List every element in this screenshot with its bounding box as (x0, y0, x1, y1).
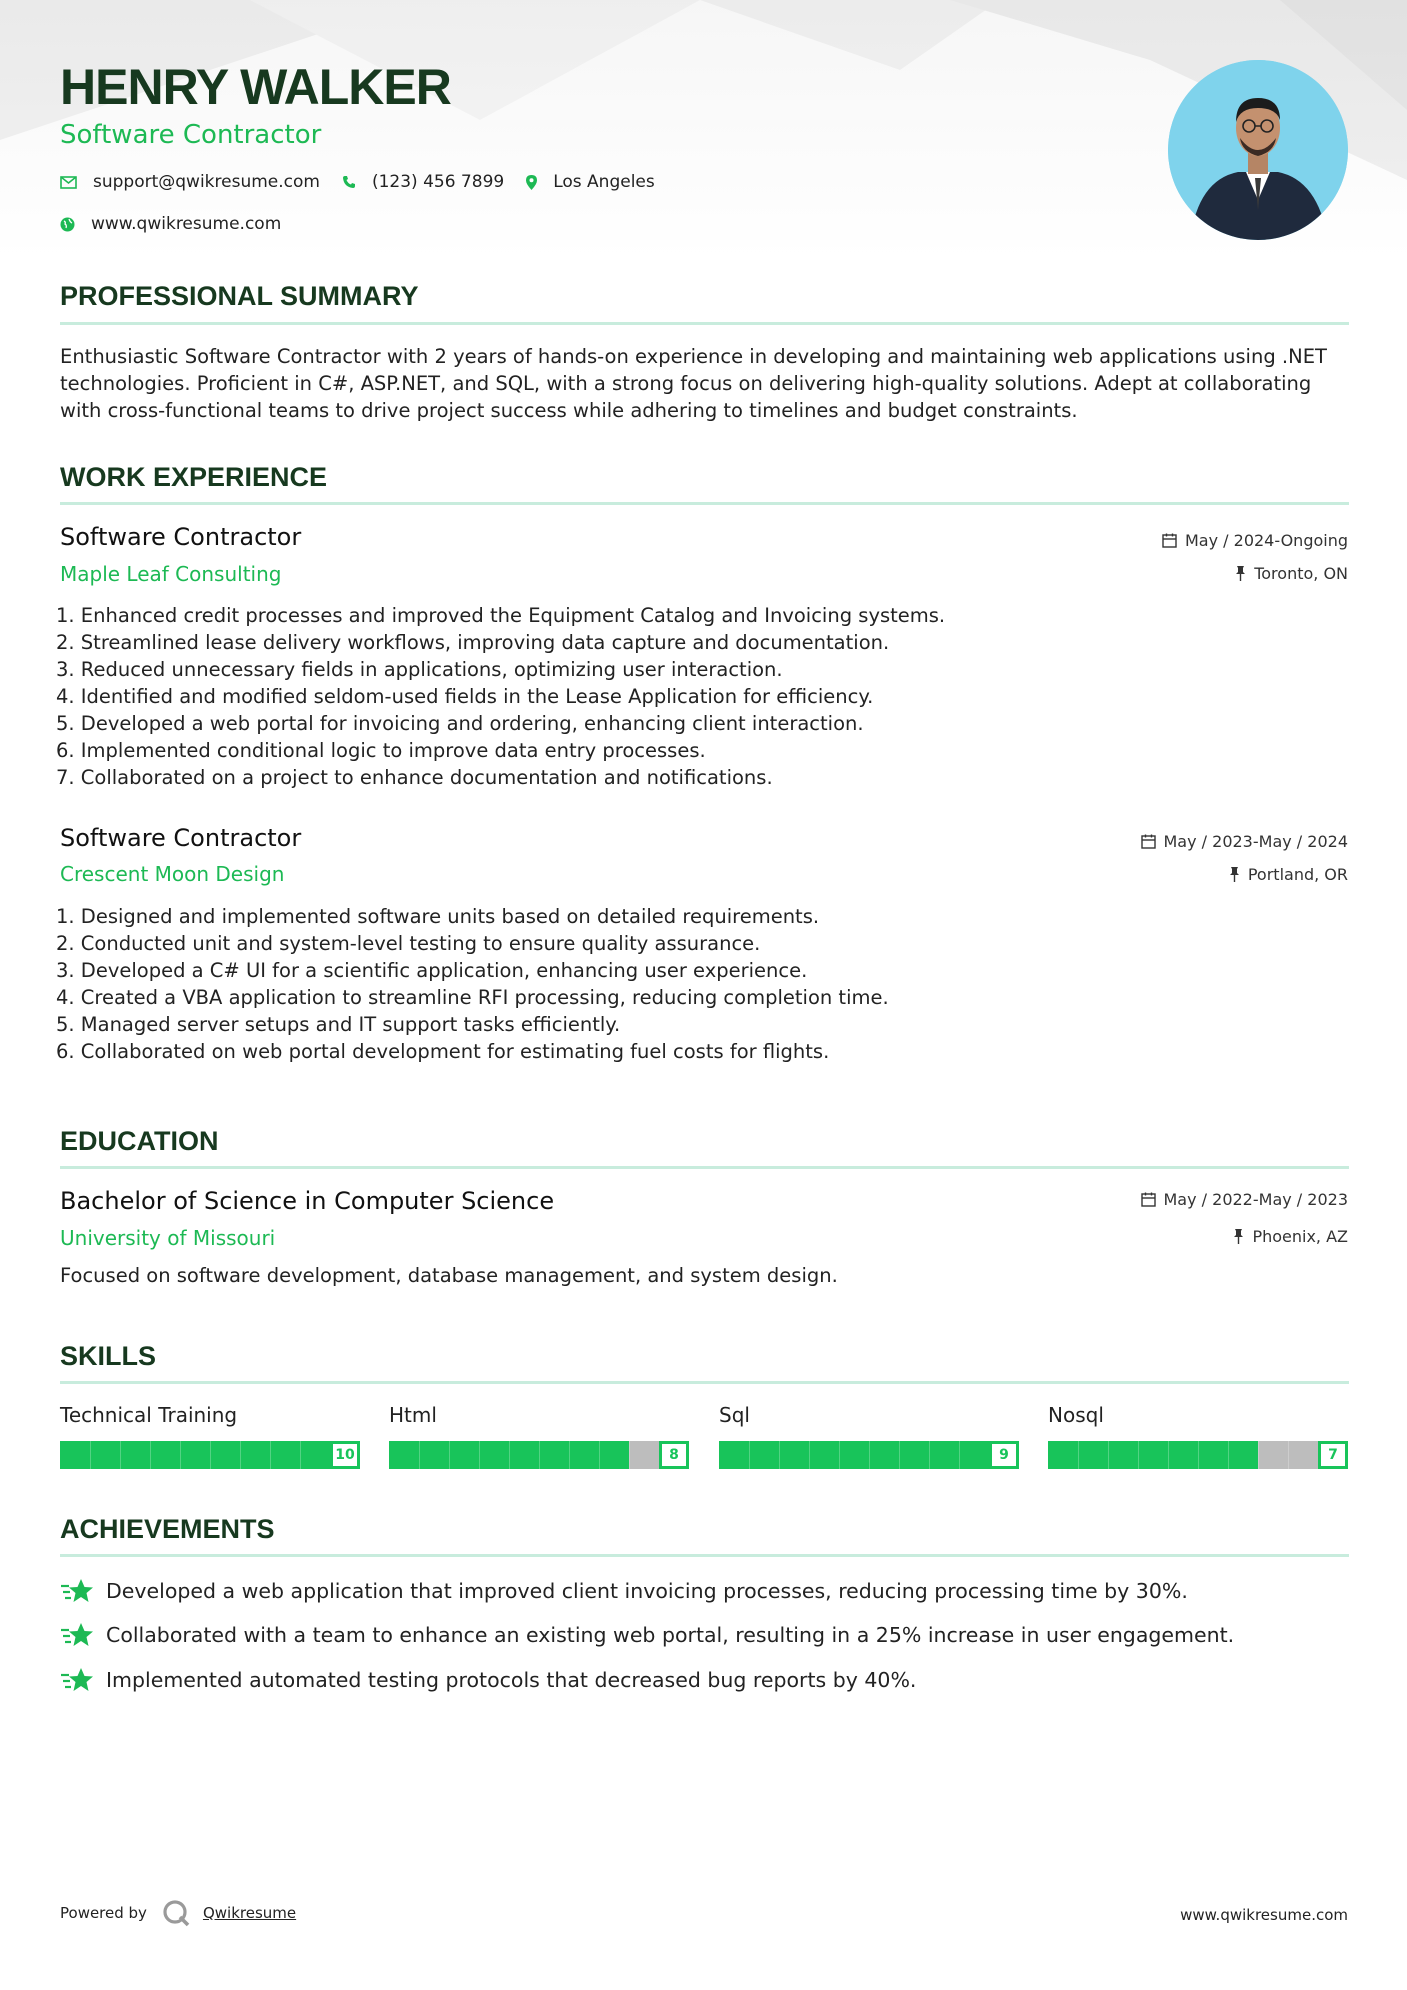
list-item: 4. Identified and modified seldom-used fields in the Lease Application for efficiency. (56, 685, 874, 708)
skill-bar-segment (809, 1441, 810, 1469)
skill-score: 8 (659, 1441, 689, 1469)
powered-by-text: Powered by (60, 1904, 147, 1922)
skill-name: Nosql (1048, 1403, 1104, 1427)
section-title-achievements: ACHIEVEMENTS (60, 1514, 275, 1544)
skill-bar-segment (90, 1441, 91, 1469)
list-item: 5. Developed a web portal for invoicing and ordering, enhancing client interaction. (56, 712, 864, 735)
job-duties-list (56, 602, 1356, 791)
skill-name: Sql (719, 1403, 750, 1427)
location-text: Los Angeles (553, 172, 655, 192)
job-location-text: Portland, OR (1247, 865, 1348, 884)
skill-bar-fill (719, 1441, 989, 1469)
skill-bar-segment (419, 1441, 420, 1469)
skill-bar-fill (1048, 1441, 1258, 1469)
globe-icon (60, 217, 75, 232)
skill-bar-segment (479, 1441, 480, 1469)
skill-bar-segment (629, 1441, 630, 1469)
skill-bar-segment (749, 1441, 750, 1469)
achievement-text: Implemented automated testing protocols that decreased bug reports by 40%. (106, 1668, 917, 1692)
footer-website[interactable]: www.qwikresume.com (1180, 1906, 1348, 1924)
skill-bar-segment (180, 1441, 181, 1469)
education-date (1141, 1190, 1349, 1209)
pushpin-icon (1229, 867, 1240, 882)
envelope-icon (60, 176, 77, 189)
achievement-item (60, 1577, 1188, 1605)
skill-bar-segment (929, 1441, 930, 1469)
section-rule (60, 502, 1349, 505)
skill-bar-segment (599, 1441, 600, 1469)
skill-score: 7 (1318, 1441, 1348, 1469)
section-title-education: EDUCATION (60, 1126, 219, 1156)
qwikresume-logo-icon (161, 1898, 191, 1928)
school-name: University of Missouri (60, 1226, 276, 1250)
job-duties-list (56, 903, 1356, 1065)
calendar-icon (1162, 533, 1177, 548)
phone-icon (342, 175, 356, 189)
summary-text: Enthusiastic Software Contractor with 2 years of hands-on experience in developing and maintaining web applications using .NET technologies. Proficient in C#, ASP.NET, and SQL, with a strong focus on delivering high-quality solutions. Adept at collaborating with cross-functional teams to drive project success while adhering to timelines and budget constraints. (60, 345, 1327, 422)
list-item: 2. Conducted unit and system-level testing to ensure quality assurance. (56, 932, 761, 955)
skill-bar (719, 1441, 1019, 1469)
company-name: Maple Leaf Consulting (60, 562, 282, 586)
education-description: Focused on software development, database management, and system design. (60, 1264, 838, 1287)
skill-bar (389, 1441, 689, 1469)
map-pin-icon (526, 175, 537, 190)
candidate-role: Software Contractor (60, 120, 322, 150)
skill-score: 10 (330, 1441, 360, 1469)
list-item: 3. Reduced unnecessary fields in applications, optimizing user interaction. (56, 658, 783, 681)
skill-score: 9 (989, 1441, 1019, 1469)
skill-bar (60, 1441, 360, 1469)
job-location-text: Toronto, ON (1254, 564, 1348, 583)
skill-bar-segment (539, 1441, 540, 1469)
skill-bar-segment (210, 1441, 211, 1469)
skill-bar-segment (869, 1441, 870, 1469)
contact-phone[interactable] (342, 172, 504, 192)
achievement-item (60, 1621, 1234, 1649)
section-title-skills: SKILLS (60, 1341, 157, 1371)
skill-bar-segment (569, 1441, 570, 1469)
skill-bar-segment (959, 1441, 960, 1469)
skill-bar-segment (120, 1441, 121, 1469)
pushpin-icon (1233, 1229, 1244, 1244)
pushpin-icon (1235, 566, 1246, 581)
calendar-icon (1141, 1192, 1156, 1207)
skill-name: Technical Training (60, 1403, 238, 1427)
skill-bar-segment (240, 1441, 241, 1469)
skill-bar-segment (779, 1441, 780, 1469)
section-rule (60, 1381, 1349, 1384)
job-location (1229, 865, 1348, 884)
contact-row-1 (60, 172, 677, 192)
section-rule (60, 1166, 1349, 1169)
achievement-text: Collaborated with a team to enhance an existing web portal, resulting in a 25% increase in user engagement. (106, 1623, 1235, 1647)
list-item: 5. Managed server setups and IT support tasks efficiently. (56, 1013, 621, 1036)
calendar-icon (1141, 834, 1156, 849)
skill-bar (1048, 1441, 1348, 1469)
achievement-text: Developed a web application that improved client invoicing processes, reducing processing time by 30%. (106, 1579, 1188, 1603)
achievement-item (60, 1666, 916, 1694)
education-location (1233, 1227, 1348, 1246)
company-name: Crescent Moon Design (60, 862, 285, 886)
list-item: 3. Developed a C# UI for a scientific application, enhancing user experience. (56, 959, 808, 982)
section-rule (60, 322, 1349, 325)
list-item: 1. Enhanced credit processes and improved the Equipment Catalog and Invoicing systems. (56, 604, 946, 627)
skill-bar-segment (1108, 1441, 1109, 1469)
skill-bar-segment (1078, 1441, 1079, 1469)
skill-bar-segment (1198, 1441, 1199, 1469)
contact-email[interactable] (60, 172, 320, 192)
skill-bar-segment (1228, 1441, 1229, 1469)
list-item: 1. Designed and implemented software units based on detailed requirements. (56, 905, 820, 928)
profile-photo (1168, 60, 1348, 240)
job-title: Software Contractor (60, 523, 302, 551)
job-date-text: May / 2024-Ongoing (1185, 531, 1348, 550)
section-title-experience: WORK EXPERIENCE (60, 462, 328, 492)
skill-name: Html (389, 1403, 437, 1427)
list-item: 6. Implemented conditional logic to improve data entry processes. (56, 739, 706, 762)
email-text: support@qwikresume.com (93, 172, 320, 192)
section-title-summary: PROFESSIONAL SUMMARY (60, 281, 419, 311)
skill-bar-segment (509, 1441, 510, 1469)
star-icon (60, 1621, 94, 1649)
skill-bar-segment (150, 1441, 151, 1469)
contact-row-2 (60, 214, 303, 234)
contact-location (526, 172, 655, 192)
list-item: 7. Collaborated on a project to enhance documentation and notifications. (56, 766, 773, 789)
star-icon (60, 1666, 94, 1694)
footer-powered-by (60, 1898, 296, 1928)
candidate-name: HENRY WALKER (60, 59, 451, 115)
brand-link[interactable]: Qwikresume (202, 1904, 297, 1922)
skill-bar-segment (300, 1441, 301, 1469)
list-item: 2. Streamlined lease delivery workflows, improving data capture and documentation. (56, 631, 890, 654)
contact-website[interactable] (60, 214, 281, 234)
education-date-text: May / 2022-May / 2023 (1163, 1190, 1348, 1209)
star-icon (60, 1577, 94, 1605)
skill-bar-segment (1168, 1441, 1169, 1469)
list-item: 4. Created a VBA application to streamline RFI processing, reducing completion time. (56, 986, 889, 1009)
skill-bar-segment (899, 1441, 900, 1469)
degree-title: Bachelor of Science in Computer Science (60, 1187, 555, 1215)
job-date-text: May / 2023-May / 2024 (1163, 832, 1348, 851)
list-item: 6. Collaborated on web portal development for estimating fuel costs for flights. (56, 1040, 830, 1063)
education-location-text: Phoenix, AZ (1252, 1227, 1348, 1246)
skill-bar-segment (449, 1441, 450, 1469)
phone-text: (123) 456 7899 (371, 172, 505, 192)
skill-bar-segment (1138, 1441, 1139, 1469)
job-title: Software Contractor (60, 824, 302, 852)
skill-bar-segment (1288, 1441, 1289, 1469)
job-location (1235, 564, 1348, 583)
website-text: www.qwikresume.com (91, 214, 282, 234)
job-date (1162, 531, 1348, 550)
skill-bar-segment (270, 1441, 271, 1469)
skill-bar-segment (839, 1441, 840, 1469)
skill-bar-segment (1258, 1441, 1259, 1469)
section-rule (60, 1554, 1349, 1557)
job-date (1141, 832, 1349, 851)
